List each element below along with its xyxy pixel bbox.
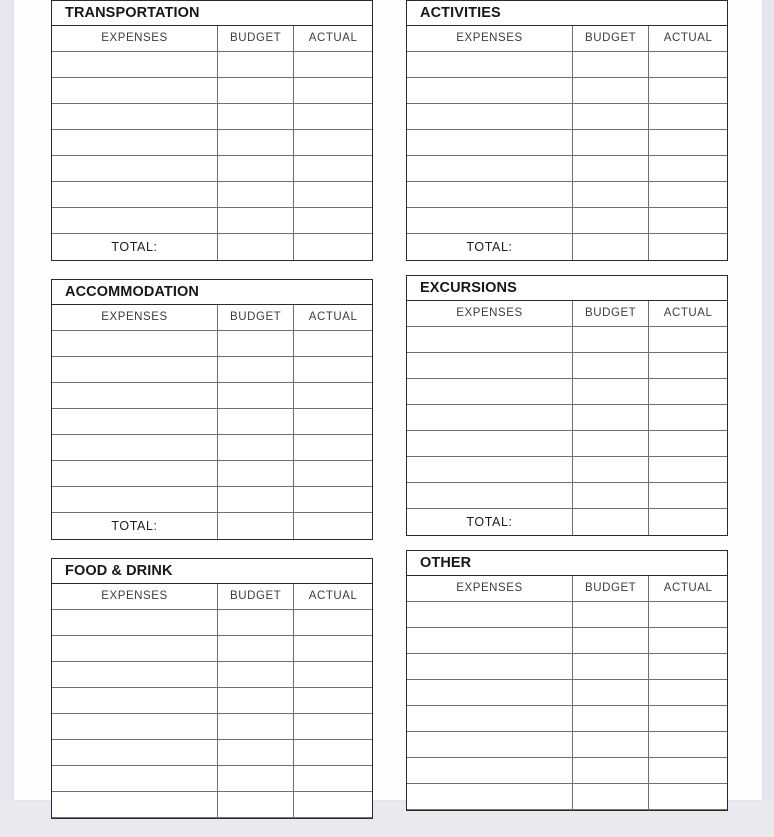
- table-row: [52, 181, 372, 207]
- column-header-expenses: EXPENSES: [407, 576, 573, 601]
- worksheet-sheet: [14, 0, 762, 800]
- expense-cell[interactable]: [52, 765, 218, 791]
- table-header-row: [52, 305, 372, 330]
- table-row: [52, 791, 372, 817]
- column-header-actual: ACTUAL: [649, 26, 727, 51]
- budget-cell[interactable]: [573, 378, 649, 404]
- card-title-food-and-drink: FOOD & DRINK: [52, 559, 372, 584]
- table-header-row: [407, 26, 727, 51]
- budget-cell[interactable]: [573, 181, 649, 207]
- total-budget-cell[interactable]: [573, 233, 649, 260]
- budget-cell[interactable]: [218, 51, 294, 77]
- expense-cell[interactable]: [407, 705, 573, 731]
- table-row: [52, 661, 372, 687]
- expense-cell[interactable]: [52, 103, 218, 129]
- table-header-row: [52, 26, 372, 51]
- budget-cell[interactable]: [218, 609, 294, 635]
- total-label: TOTAL:: [407, 233, 573, 260]
- budget-cell[interactable]: [573, 51, 649, 77]
- budget-cell[interactable]: [218, 77, 294, 103]
- table-header-row: [52, 584, 372, 609]
- table-row: [407, 155, 727, 181]
- actual-cell[interactable]: [294, 434, 372, 460]
- expense-cell[interactable]: [407, 679, 573, 705]
- actual-cell[interactable]: [294, 129, 372, 155]
- column-header-actual: ACTUAL: [649, 576, 727, 601]
- budget-card-excursions: [406, 275, 728, 536]
- expense-cell[interactable]: [407, 378, 573, 404]
- table-row: [407, 601, 727, 627]
- table-row: [407, 378, 727, 404]
- actual-cell[interactable]: [649, 77, 727, 103]
- column-header-budget: BUDGET: [218, 26, 294, 51]
- expense-cell[interactable]: [52, 129, 218, 155]
- expense-cell[interactable]: [52, 739, 218, 765]
- actual-cell[interactable]: [649, 679, 727, 705]
- total-label: TOTAL:: [52, 512, 218, 539]
- expense-cell[interactable]: [407, 352, 573, 378]
- table-row: [407, 404, 727, 430]
- budget-cell[interactable]: [573, 757, 649, 783]
- expense-cell[interactable]: [407, 129, 573, 155]
- expense-cell[interactable]: [407, 482, 573, 508]
- actual-cell[interactable]: [294, 51, 372, 77]
- budget-cell[interactable]: [218, 408, 294, 434]
- table-row: [52, 713, 372, 739]
- column-header-expenses: EXPENSES: [407, 301, 573, 326]
- expense-cell[interactable]: [407, 207, 573, 233]
- expense-cell[interactable]: [407, 103, 573, 129]
- budget-cell[interactable]: [573, 326, 649, 352]
- actual-cell[interactable]: [294, 181, 372, 207]
- column-header-expenses: EXPENSES: [407, 26, 573, 51]
- budget-card-food-and-drink: [51, 558, 373, 819]
- column-header-budget: BUDGET: [218, 584, 294, 609]
- actual-cell[interactable]: [649, 653, 727, 679]
- budget-card-activities: [406, 0, 728, 261]
- actual-cell[interactable]: [649, 705, 727, 731]
- expense-cell[interactable]: [52, 661, 218, 687]
- expense-cell[interactable]: [407, 326, 573, 352]
- budget-cell[interactable]: [573, 103, 649, 129]
- expense-cell[interactable]: [407, 627, 573, 653]
- actual-cell[interactable]: [294, 609, 372, 635]
- total-row: [52, 512, 372, 539]
- expense-cell[interactable]: [52, 713, 218, 739]
- expense-cell[interactable]: [407, 430, 573, 456]
- table-row: [52, 356, 372, 382]
- expense-cell[interactable]: [407, 731, 573, 757]
- table-row: [407, 129, 727, 155]
- total-actual-cell[interactable]: [649, 508, 727, 535]
- actual-cell[interactable]: [649, 731, 727, 757]
- table-row: [407, 51, 727, 77]
- budget-cell[interactable]: [573, 705, 649, 731]
- actual-cell[interactable]: [294, 661, 372, 687]
- column-header-budget: BUDGET: [573, 301, 649, 326]
- table-row: [407, 731, 727, 757]
- budget-cell[interactable]: [218, 687, 294, 713]
- table-row: [52, 330, 372, 356]
- expense-cell[interactable]: [52, 181, 218, 207]
- actual-cell[interactable]: [649, 207, 727, 233]
- budget-cell[interactable]: [218, 181, 294, 207]
- column-header-expenses: EXPENSES: [52, 305, 218, 330]
- table-row: [52, 408, 372, 434]
- budget-cell[interactable]: [573, 653, 649, 679]
- table-row: [407, 326, 727, 352]
- actual-cell[interactable]: [294, 382, 372, 408]
- budget-card-other: [406, 550, 728, 811]
- actual-cell[interactable]: [649, 757, 727, 783]
- budget-card-accommodation: [51, 279, 373, 540]
- budget-cell[interactable]: [218, 382, 294, 408]
- budget-cell[interactable]: [218, 765, 294, 791]
- expense-cell[interactable]: [52, 330, 218, 356]
- total-actual-cell[interactable]: [649, 233, 727, 260]
- expense-cell[interactable]: [52, 207, 218, 233]
- table-row: [407, 653, 727, 679]
- actual-cell[interactable]: [294, 460, 372, 486]
- table-row: [407, 783, 727, 809]
- column-header-expenses: EXPENSES: [52, 26, 218, 51]
- budget-cell[interactable]: [573, 627, 649, 653]
- total-label: TOTAL:: [407, 508, 573, 535]
- expense-cell[interactable]: [407, 783, 573, 809]
- budget-cell[interactable]: [218, 739, 294, 765]
- budget-cell[interactable]: [573, 77, 649, 103]
- actual-cell[interactable]: [649, 155, 727, 181]
- actual-cell[interactable]: [294, 330, 372, 356]
- expense-cell[interactable]: [407, 77, 573, 103]
- budget-cell[interactable]: [573, 352, 649, 378]
- budget-cell[interactable]: [218, 661, 294, 687]
- total-row: [407, 233, 727, 260]
- expense-cell[interactable]: [52, 434, 218, 460]
- total-budget-cell[interactable]: [573, 508, 649, 535]
- page-left-margin: [0, 0, 14, 800]
- expense-cell[interactable]: [52, 460, 218, 486]
- table-header-row: [407, 576, 727, 601]
- column-header-actual: ACTUAL: [294, 26, 372, 51]
- table-row: [52, 207, 372, 233]
- total-actual-cell[interactable]: [294, 233, 372, 260]
- expense-cell[interactable]: [52, 155, 218, 181]
- actual-cell[interactable]: [649, 352, 727, 378]
- actual-cell[interactable]: [294, 739, 372, 765]
- total-row: [52, 233, 372, 260]
- budget-table-accommodation: [52, 305, 372, 539]
- budget-column-right: [406, 0, 728, 825]
- column-header-budget: BUDGET: [573, 576, 649, 601]
- budget-cell[interactable]: [573, 482, 649, 508]
- table-row: [52, 77, 372, 103]
- total-actual-cell[interactable]: [294, 512, 372, 539]
- actual-cell[interactable]: [294, 103, 372, 129]
- actual-cell[interactable]: [294, 207, 372, 233]
- actual-cell[interactable]: [649, 378, 727, 404]
- actual-cell[interactable]: [294, 635, 372, 661]
- table-row: [52, 434, 372, 460]
- budget-cell[interactable]: [218, 713, 294, 739]
- card-title-transportation: TRANSPORTATION: [52, 1, 372, 26]
- column-header-budget: BUDGET: [218, 305, 294, 330]
- total-row: [407, 508, 727, 535]
- card-title-activities: ACTIVITIES: [407, 1, 727, 26]
- expense-cell[interactable]: [407, 653, 573, 679]
- budget-cell[interactable]: [218, 330, 294, 356]
- actual-cell[interactable]: [294, 486, 372, 512]
- budget-cell[interactable]: [573, 456, 649, 482]
- budget-cell[interactable]: [573, 731, 649, 757]
- budget-cell[interactable]: [218, 155, 294, 181]
- table-row: [52, 609, 372, 635]
- column-header-actual: ACTUAL: [649, 301, 727, 326]
- budget-table-activities: [407, 26, 727, 260]
- table-row: [52, 129, 372, 155]
- card-title-other: OTHER: [407, 551, 727, 576]
- table-row: [52, 155, 372, 181]
- actual-cell[interactable]: [649, 51, 727, 77]
- actual-cell[interactable]: [294, 356, 372, 382]
- expense-cell[interactable]: [52, 486, 218, 512]
- table-row: [407, 456, 727, 482]
- table-row: [52, 382, 372, 408]
- table-row: [407, 757, 727, 783]
- table-row: [52, 486, 372, 512]
- expense-cell[interactable]: [52, 609, 218, 635]
- table-row: [52, 739, 372, 765]
- budget-cell[interactable]: [218, 434, 294, 460]
- actual-cell[interactable]: [294, 687, 372, 713]
- budget-cell[interactable]: [573, 679, 649, 705]
- actual-cell[interactable]: [649, 326, 727, 352]
- budget-cell[interactable]: [218, 103, 294, 129]
- budget-table-other: [407, 576, 727, 810]
- table-row: [407, 77, 727, 103]
- table-row: [407, 352, 727, 378]
- column-header-expenses: EXPENSES: [52, 584, 218, 609]
- budget-cell[interactable]: [218, 129, 294, 155]
- actual-cell[interactable]: [294, 765, 372, 791]
- budget-cell[interactable]: [218, 460, 294, 486]
- total-budget-cell[interactable]: [218, 233, 294, 260]
- total-budget-cell[interactable]: [218, 512, 294, 539]
- table-row: [407, 627, 727, 653]
- card-title-excursions: EXCURSIONS: [407, 276, 727, 301]
- budget-cell[interactable]: [573, 404, 649, 430]
- table-row: [407, 207, 727, 233]
- budget-cell[interactable]: [573, 430, 649, 456]
- budget-cell[interactable]: [573, 129, 649, 155]
- total-label: TOTAL:: [52, 233, 218, 260]
- budget-cell[interactable]: [573, 155, 649, 181]
- table-row: [52, 687, 372, 713]
- actual-cell[interactable]: [649, 456, 727, 482]
- budget-table-transportation: [52, 26, 372, 260]
- actual-cell[interactable]: [294, 713, 372, 739]
- expense-cell[interactable]: [52, 408, 218, 434]
- expense-cell[interactable]: [52, 382, 218, 408]
- actual-cell[interactable]: [649, 783, 727, 809]
- budget-cell[interactable]: [218, 207, 294, 233]
- budget-cell[interactable]: [573, 207, 649, 233]
- actual-cell[interactable]: [294, 408, 372, 434]
- budget-table-excursions: [407, 301, 727, 535]
- actual-cell[interactable]: [649, 181, 727, 207]
- budget-cell[interactable]: [573, 601, 649, 627]
- actual-cell[interactable]: [649, 404, 727, 430]
- expense-cell[interactable]: [52, 687, 218, 713]
- table-row: [407, 705, 727, 731]
- budget-cell[interactable]: [218, 635, 294, 661]
- expense-cell[interactable]: [407, 456, 573, 482]
- table-row: [407, 103, 727, 129]
- budget-column-left: [51, 0, 373, 837]
- actual-cell[interactable]: [649, 129, 727, 155]
- expense-cell[interactable]: [407, 155, 573, 181]
- budget-columns: [14, 0, 762, 800]
- actual-cell[interactable]: [649, 430, 727, 456]
- table-row: [52, 635, 372, 661]
- expense-cell[interactable]: [52, 356, 218, 382]
- expense-cell[interactable]: [52, 791, 218, 817]
- expense-cell[interactable]: [407, 601, 573, 627]
- actual-cell[interactable]: [294, 791, 372, 817]
- table-row: [407, 679, 727, 705]
- expense-cell[interactable]: [407, 181, 573, 207]
- expense-cell[interactable]: [52, 635, 218, 661]
- budget-cell[interactable]: [573, 783, 649, 809]
- table-header-row: [407, 301, 727, 326]
- column-header-budget: BUDGET: [573, 26, 649, 51]
- actual-cell[interactable]: [294, 155, 372, 181]
- table-row: [52, 460, 372, 486]
- column-header-actual: ACTUAL: [294, 584, 372, 609]
- actual-cell[interactable]: [649, 103, 727, 129]
- budget-cell[interactable]: [218, 791, 294, 817]
- expense-cell[interactable]: [407, 404, 573, 430]
- table-row: [407, 430, 727, 456]
- budget-cell[interactable]: [218, 356, 294, 382]
- budget-card-transportation: [51, 0, 373, 261]
- page-right-margin: [762, 0, 774, 800]
- expense-cell[interactable]: [52, 77, 218, 103]
- table-row: [52, 103, 372, 129]
- table-row: [407, 181, 727, 207]
- budget-table-food-and-drink: [52, 584, 372, 818]
- budget-cell[interactable]: [218, 486, 294, 512]
- expense-cell[interactable]: [52, 51, 218, 77]
- column-header-actual: ACTUAL: [294, 305, 372, 330]
- actual-cell[interactable]: [294, 77, 372, 103]
- actual-cell[interactable]: [649, 601, 727, 627]
- actual-cell[interactable]: [649, 482, 727, 508]
- table-row: [407, 482, 727, 508]
- table-row: [52, 51, 372, 77]
- actual-cell[interactable]: [649, 627, 727, 653]
- table-row: [52, 765, 372, 791]
- expense-cell[interactable]: [407, 51, 573, 77]
- card-title-accommodation: ACCOMMODATION: [52, 280, 372, 305]
- expense-cell[interactable]: [407, 757, 573, 783]
